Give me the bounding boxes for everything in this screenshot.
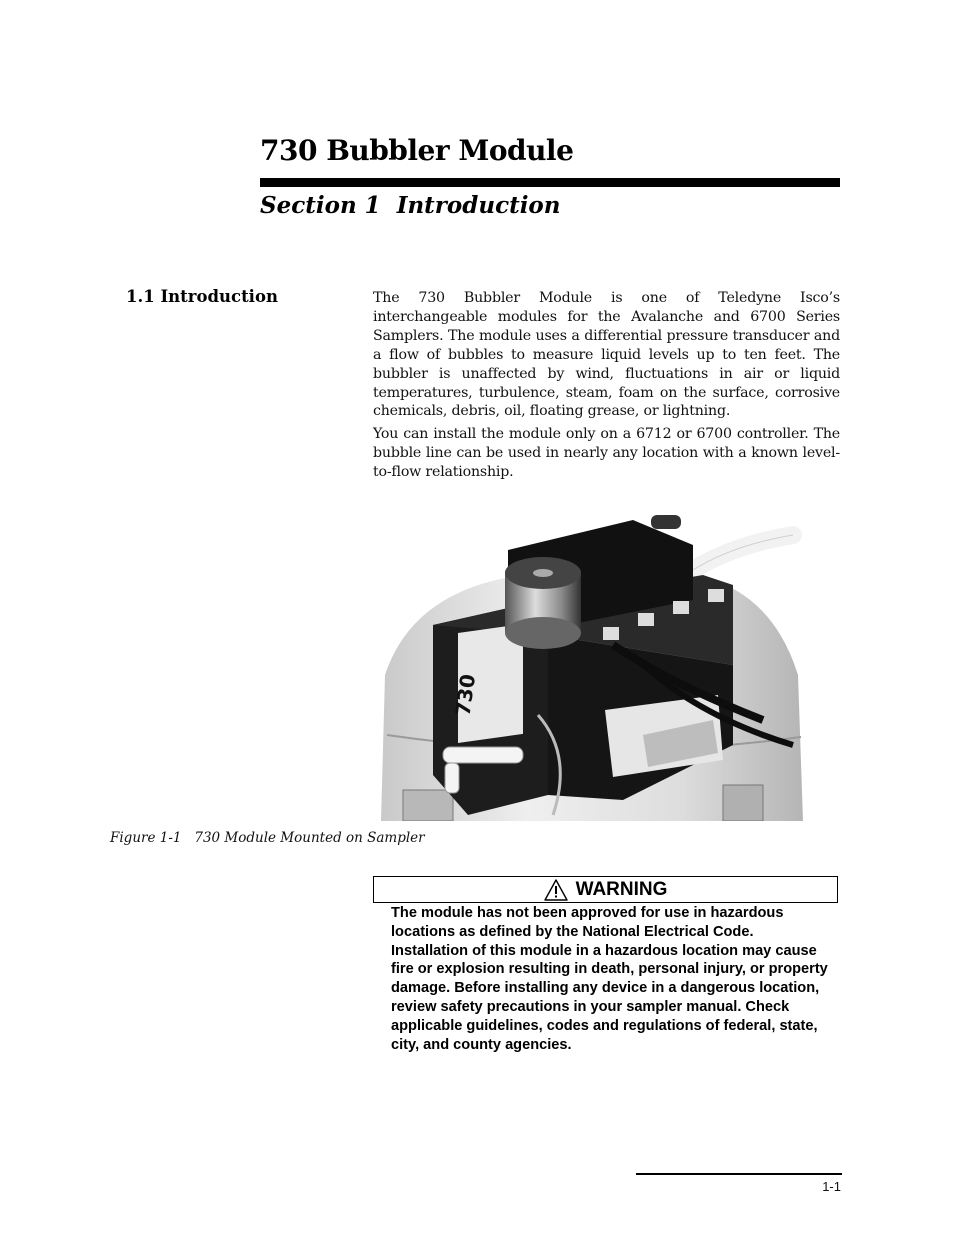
title-rule	[260, 178, 840, 187]
warning-header	[373, 876, 838, 903]
page-number: 1-1	[822, 1179, 841, 1194]
intro-paragraph-1: The 730 Bubbler Module is one of Teledyne Isco’s interchangeable modules for the Avalanche and 6700 Series Samplers. The module uses a differential pressure transducer and a flow of bubbles to measure liquid levels up to ten feet. The bubbler is unaffected by wind, fluctuations in air or liquid temperatures, turbulence, steam, foam on the surface, corrosive chemicals, debris, oil, floating grease, or lightning.	[373, 290, 840, 420]
footer-rule	[636, 1173, 842, 1175]
section-title: Section 1 Introduction	[260, 192, 561, 219]
figure-caption: Figure 1-1 730 Module Mounted on Sampler	[110, 830, 425, 846]
document-title: 730 Bubbler Module	[260, 134, 574, 167]
warning-triangle-icon	[544, 879, 568, 901]
module-photo	[373, 515, 813, 821]
warning-label: WARNING	[575, 878, 668, 900]
module-label-text: 730	[450, 672, 481, 718]
warning-text: The module has not been approved for use in hazardous locations as defined by the National Electrical Code. Installation of this module in a hazardous location may cause fire or explosion resulting in death, personal injury, or property damage. Before installing any device in a dangerous location, review safety precautions in your sampler manual. Check applicable guidelines, codes and regulations of federal, state, city, and county agencies.	[391, 905, 828, 1053]
subsection-heading: 1.1 Introduction	[126, 287, 278, 306]
intro-paragraph-2: You can install the module only on a 6712 or 6700 controller. The bubble line can be used in nearly any location with a known level-to-flow relationship.	[373, 426, 840, 480]
